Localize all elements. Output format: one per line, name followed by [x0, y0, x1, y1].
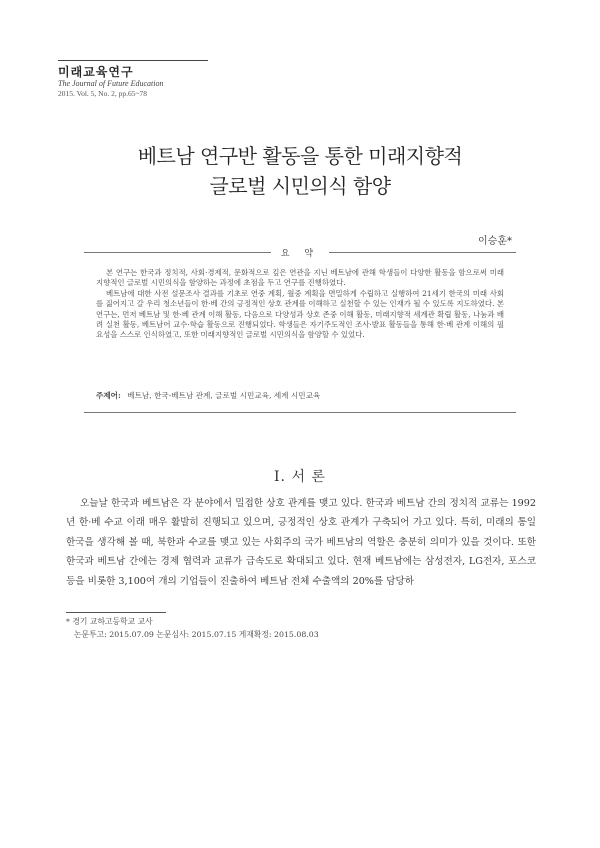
journal-volume: 2015. Vol. 5, No. 2, pp.65~78 [58, 89, 147, 98]
paper-title-line2: 글로벌 시민의식 함양 [209, 174, 391, 198]
body-paragraph: 오늘날 한국과 베트남은 각 분야에서 밀접한 상호 관계를 맺고 있다. 한국과 베트남 간의 정치적 교류는 1992년 한·베 수교 이래 매우 활발히 진행되고 있으며, 긍정적인 상호 관계가 구축되어 가고 있다. 특히, 미래의 통일 한국을 생각해 볼 때, 북한과 수교를 맺고 있는 사회주의 국가 베트남의 역할은 충분히 의미가 있을 것이다. 또한 한국과 베트남 간에는 경제 협력과 교류가 급속도로 확대되고 있다. 현재 베트남에는 삼성전자, LG전자, 포스코 등을 비롯한 3,100여 개의 기업들이 진출하여 베트남 전체 수출액의 20%를 담당하 [66, 498, 536, 587]
footnotes [66, 616, 536, 641]
accepted-label: 게재확정: [238, 629, 272, 639]
journal-name-en: The Journal of Future Education [58, 79, 164, 88]
abstract-heading [0, 246, 600, 259]
journal-name: 미래교육연구 [58, 60, 208, 79]
abstract-heading-label: 요 약 [271, 249, 329, 259]
abstract-body [96, 268, 504, 341]
section-heading: Ⅰ. 서 론 [274, 469, 326, 485]
paper-title-line1: 베트남 연구반 활동을 통한 미래지향적 [137, 144, 463, 168]
keywords-label: 주제어: [96, 391, 121, 400]
footnote-dates [66, 629, 536, 642]
footnote-affiliation: * 경기 교하고등학교 교사 [66, 617, 153, 626]
review-date: 2015.07.15 [191, 629, 237, 639]
abstract-paragraph: 본 연구는 한국과 정치적, 사회·경제적, 문화적으로 깊은 연관을 지닌 베트남에 관해 학생들이 다양한 활동을 함으로써 미래지향적인 글로벌 시민의식을 함양하는 과정에 초점을 두고 연구를 진행하였다. [96, 268, 504, 288]
keywords [96, 390, 504, 401]
footnote-rule [66, 612, 166, 613]
author: 이승훈* [478, 236, 512, 247]
abstract-paragraph: 베트남에 대한 사전 설문조사 결과를 기초로 연중 계획, 월중 계획을 면밀하게 수립하고 실행하여 21세기 한국의 미래 사회를 짊어지고 갈 우리 청소년들이 한·베 간의 긍정적인 상호 관계를 이해하고 실천할 수 있는 인재가 될 수 있도록 지도하였다. 본 연구는, 먼저 베트남 및 한·베 관계 이해 활동, 다음으로 다양성과 상호 존중 이해 활동, 미래지향적 세계관 확립 활동, 나눔과 배려 실천 활동, 베트남어 교수·학습 활동으로 진행되었다. 학생들은 자기주도적인 조사·발표 활동들을 통해 한·베 관계 이해의 필요성을 스스로 인식하였고, 또한 미래지향적인 글로벌 시민의식을 함양할 수 있었다. [96, 288, 504, 340]
review-label: 논문심사: [156, 629, 190, 639]
received-date: 2015.07.09 [109, 629, 154, 639]
keywords-text: 베트남, 한국-베트남 관계, 글로벌 시민교육, 세계 시민교육 [127, 391, 321, 400]
received-label: 논문투고: [74, 629, 107, 639]
abstract-bottom-rule [84, 412, 516, 413]
accepted-date: 2015.08.03 [274, 629, 319, 639]
body-text [66, 494, 536, 591]
journal-header [58, 60, 208, 99]
